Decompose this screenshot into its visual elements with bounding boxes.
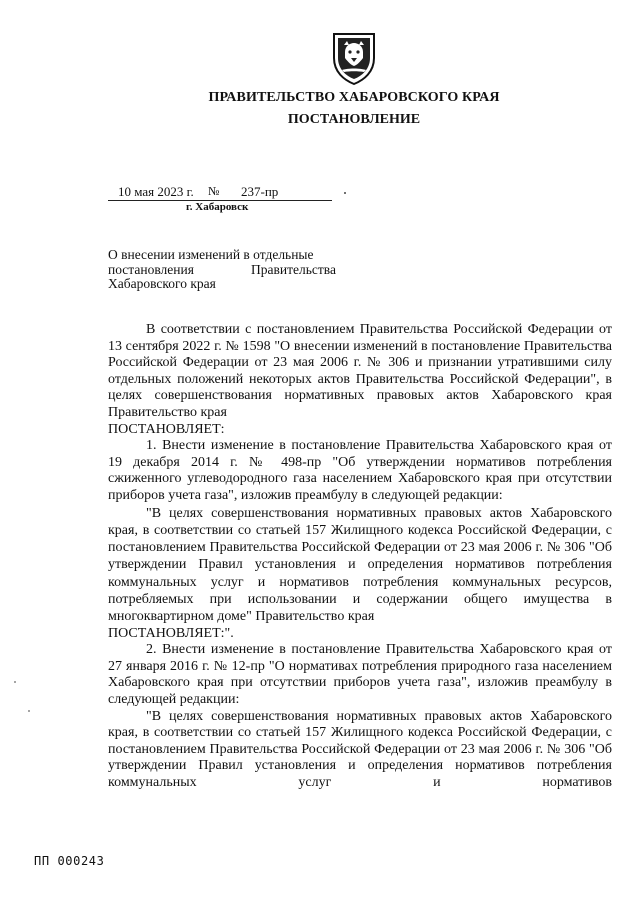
- scan-speck: [14, 681, 16, 683]
- document-body: [108, 322, 612, 792]
- quote-1-ending: ПОСТАНОВЛЯЕТ:".: [108, 625, 234, 641]
- subject-line-2a: постановления: [108, 261, 194, 277]
- document-type: ПОСТАНОВЛЕНИЕ: [287, 112, 421, 127]
- document-subject: [108, 248, 336, 292]
- scan-speck: [28, 710, 30, 712]
- city-label: г. Хабаровск: [186, 201, 249, 213]
- scan-dot: [344, 192, 346, 194]
- khabarovsk-coat-of-arms-icon: [330, 28, 378, 86]
- item-1-paragraph: 1. Внести изменение в постановление Правительства Хабаровского края от 19 декабря 2014 г. № 498-пр "Об утверждении нормативов потребления сжиженного углеводородного газа населением Хабаровского края при отсутствии приборов учета газа", изложив преамбулу в следующей редакции:: [108, 438, 612, 503]
- subject-line-3: Хабаровского края: [108, 276, 216, 291]
- document-date: 10 мая 2023 г.: [118, 184, 194, 199]
- subject-line-2: [108, 263, 336, 278]
- authority-title: ПРАВИТЕЛЬСТВО ХАБАРОВСКОГО КРАЯ: [208, 90, 500, 105]
- subject-line-1: О внесении изменений в отдельные: [108, 247, 314, 262]
- quote-2-paragraph: "В целях совершенствования нормативных правовых актов Хабаровского края, в соответствии со статьей 157 Жилищного кодекса Российской Федерации, с постановлением Правительства Российской Федерации от 23 мая 2006 г. № 306 "Об утверждении Правил установления и определения нормативов потребления коммунальных услуг и нормативов: [108, 708, 612, 790]
- number-sign: №: [208, 184, 220, 198]
- document-number: 237-пр: [241, 184, 279, 199]
- quote-1-paragraph: "В целях совершенствования нормативных правовых актов Хабаровского края, в соответствии со статьей 157 Жилищного кодекса Российской Федерации, с постановлением Правительства Российской Федерации от 23 мая 2006 г. № 306 "Об утверждении Правил установления и определения нормативов потребления коммунальных услуг и нормативов потребления коммунальных ресурсов, потребляемых при использовании и содержании общего имущества в многоквартирном доме" Правительство края: [108, 505, 612, 625]
- item-2-paragraph: 2. Внести изменение в постановление Правительства Хабаровского края от 27 января 2016 г. № 12-пр "О нормативах потребления природного газа населением Хабаровского края при отсутствии приборов учета газа", изложив преамбулу в следующей редакции:: [108, 642, 612, 707]
- preamble-paragraph: В соответствии с постановлением Правительства Российской Федерации от 13 сентября 2022 г. № 1598 "О внесении изменений в постановление Правительства Российской Федерации от 23 мая 2006 г. № 306 и признании утратившими силу отдельных положений некоторых актов Правительства Российской Федерации", в целях совершенствования нормативных правовых актов Хабаровского края Правительство края: [108, 322, 612, 420]
- decree-word: ПОСТАНОВЛЯЕТ:: [108, 421, 225, 437]
- footer-code: ПП 000243: [34, 854, 105, 868]
- subject-line-2b: Правительства: [251, 261, 336, 277]
